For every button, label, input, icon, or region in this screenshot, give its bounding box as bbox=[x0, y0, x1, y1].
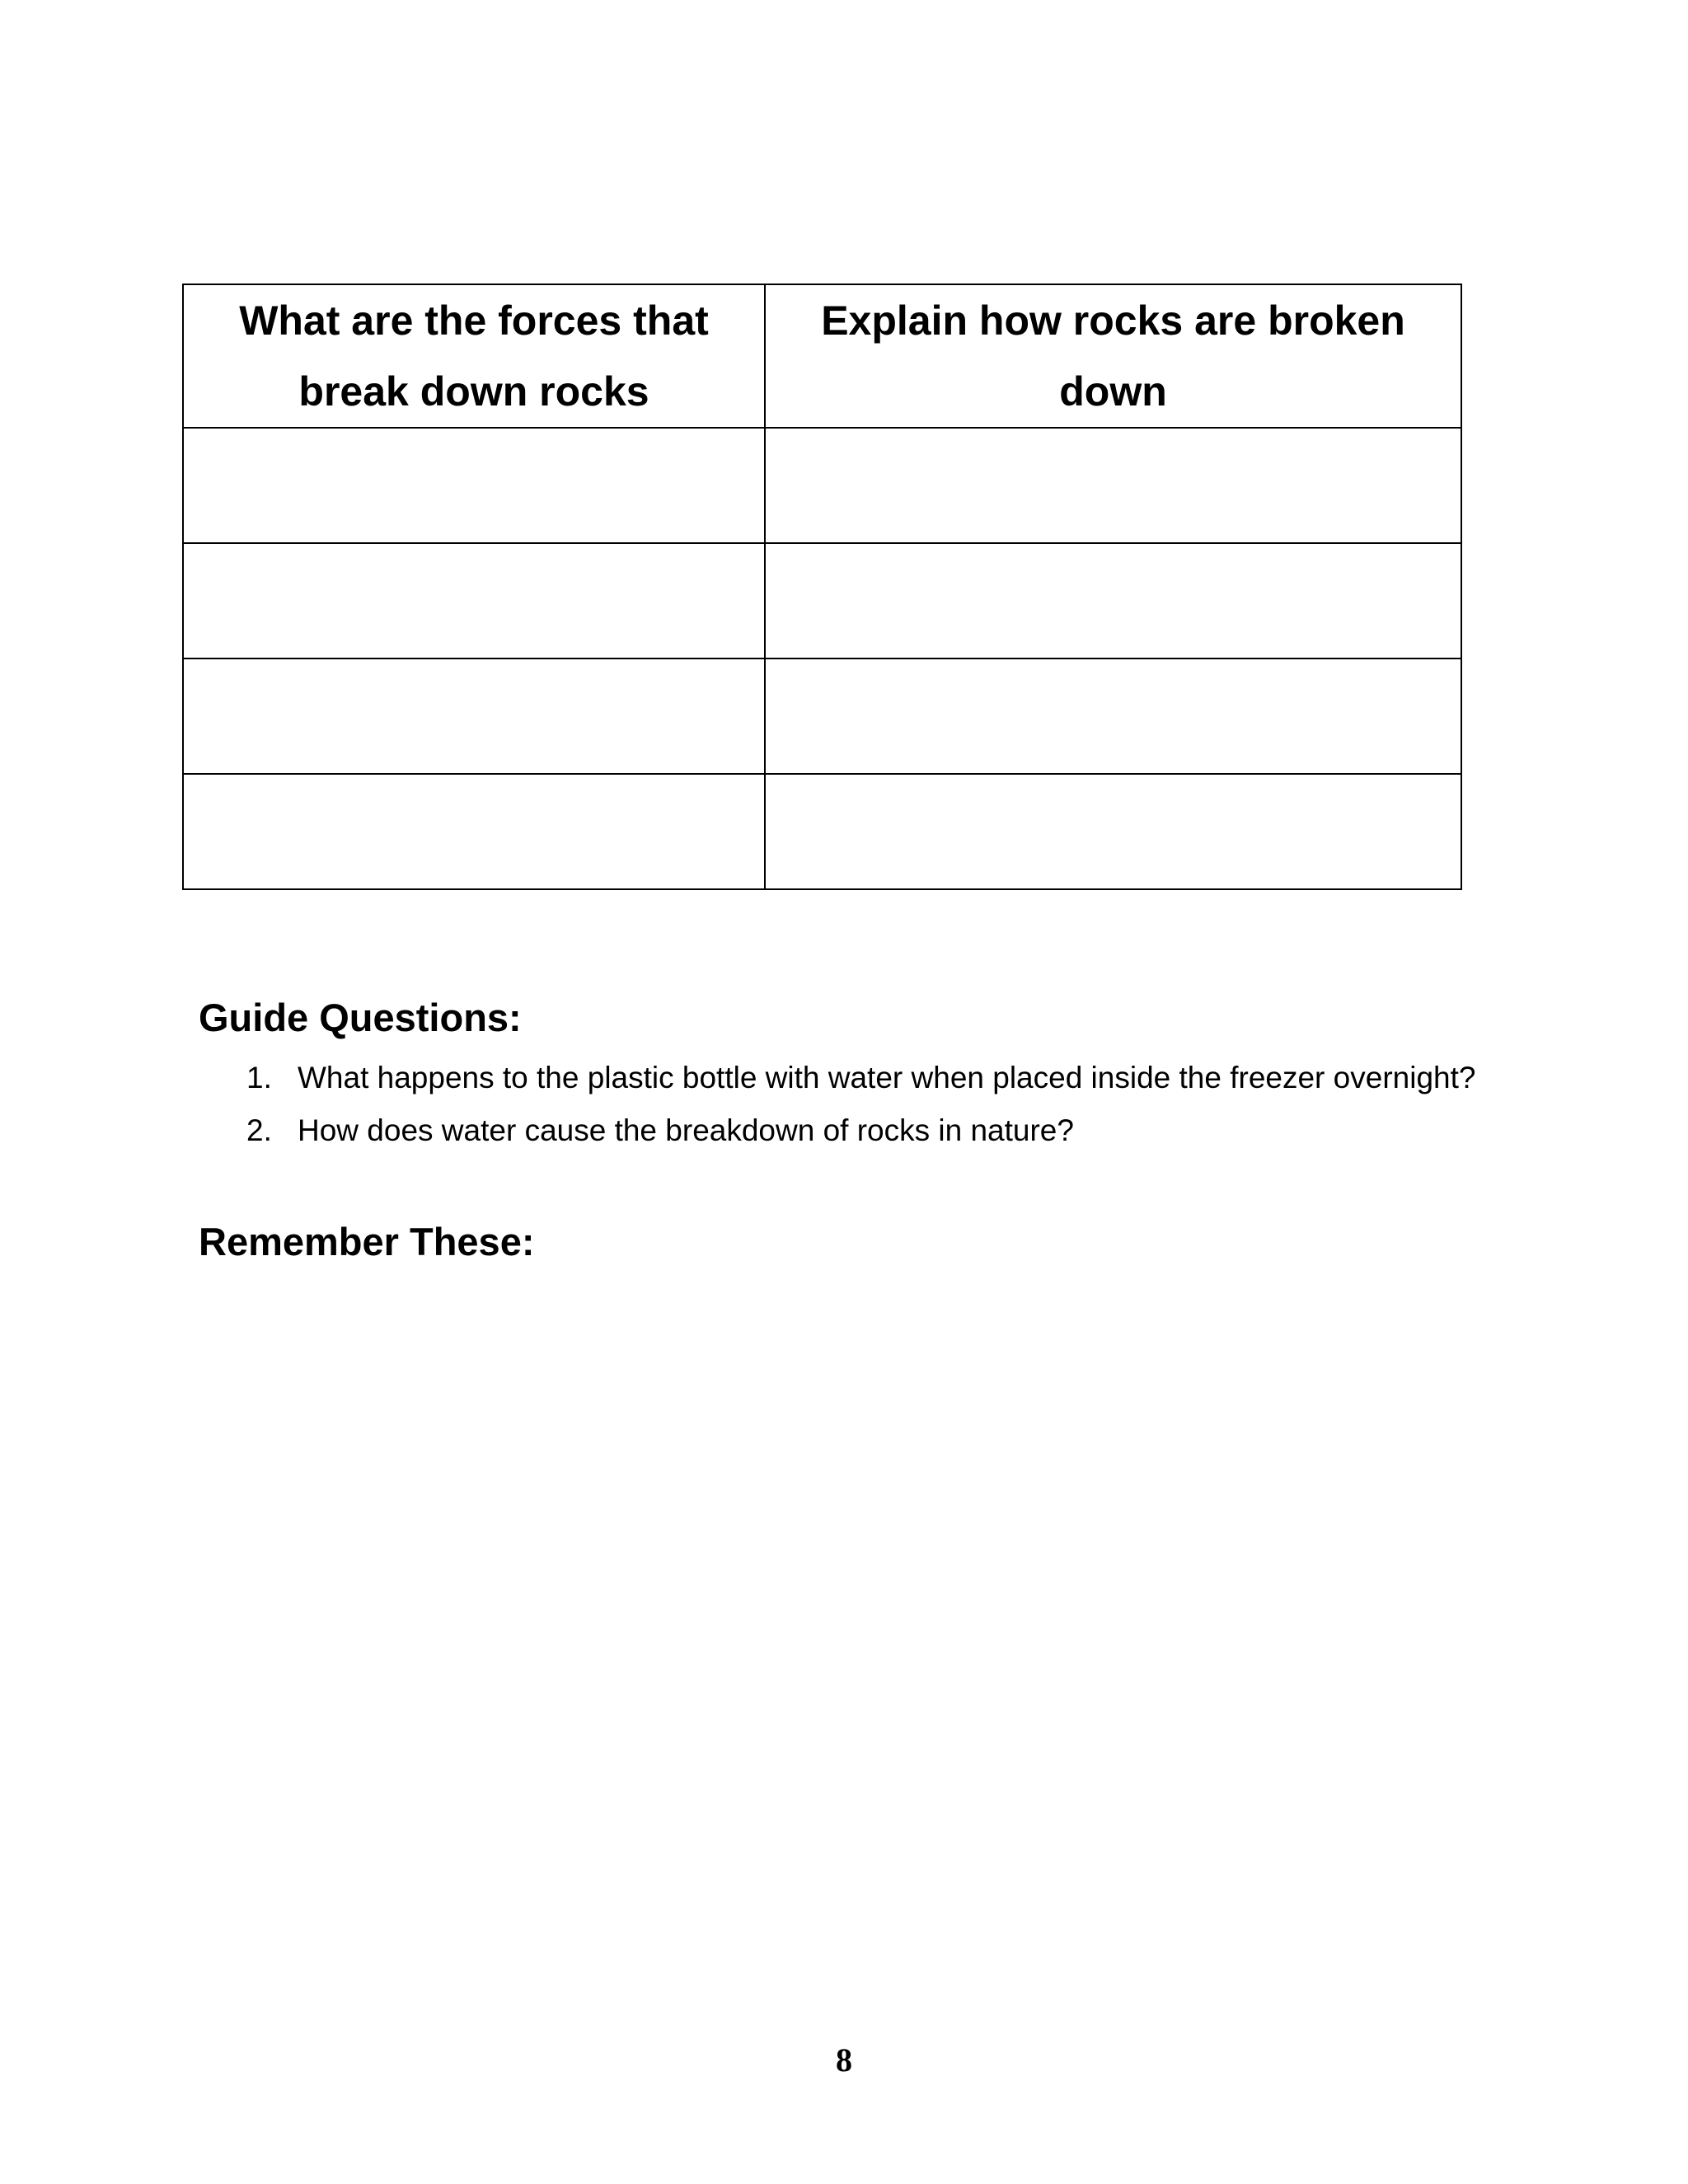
remember-these-heading: Remember These: bbox=[199, 1220, 535, 1263]
table-cell-explain[interactable] bbox=[765, 543, 1461, 658]
list-item-text: How does water cause the breakdown of rocks in nature? bbox=[298, 1113, 1074, 1147]
table-row bbox=[183, 774, 1461, 889]
table-header-explain: Explain how rocks are broken down bbox=[765, 284, 1461, 428]
table-header-forces: What are the forces that break down rocks bbox=[183, 284, 765, 428]
list-item-number: 1. bbox=[246, 1061, 272, 1094]
page-number: 8 bbox=[836, 2041, 852, 2079]
table-cell-explain[interactable] bbox=[765, 774, 1461, 889]
table-row bbox=[183, 658, 1461, 774]
table-header-row bbox=[183, 284, 1461, 428]
table-cell-forces[interactable] bbox=[183, 543, 765, 658]
table-row bbox=[183, 543, 1461, 658]
table-cell-forces[interactable] bbox=[183, 774, 765, 889]
table-cell-forces[interactable] bbox=[183, 428, 765, 543]
table-cell-forces[interactable] bbox=[183, 658, 765, 774]
worksheet-table bbox=[182, 284, 1462, 890]
table-cell-explain[interactable] bbox=[765, 658, 1461, 774]
guide-questions-heading: Guide Questions: bbox=[199, 996, 522, 1039]
list-item-number: 2. bbox=[246, 1113, 272, 1147]
table-cell-explain[interactable] bbox=[765, 428, 1461, 543]
table-row bbox=[183, 428, 1461, 543]
list-item-text: What happens to the plastic bottle with water when placed inside the freezer overnight? bbox=[298, 1061, 1476, 1094]
